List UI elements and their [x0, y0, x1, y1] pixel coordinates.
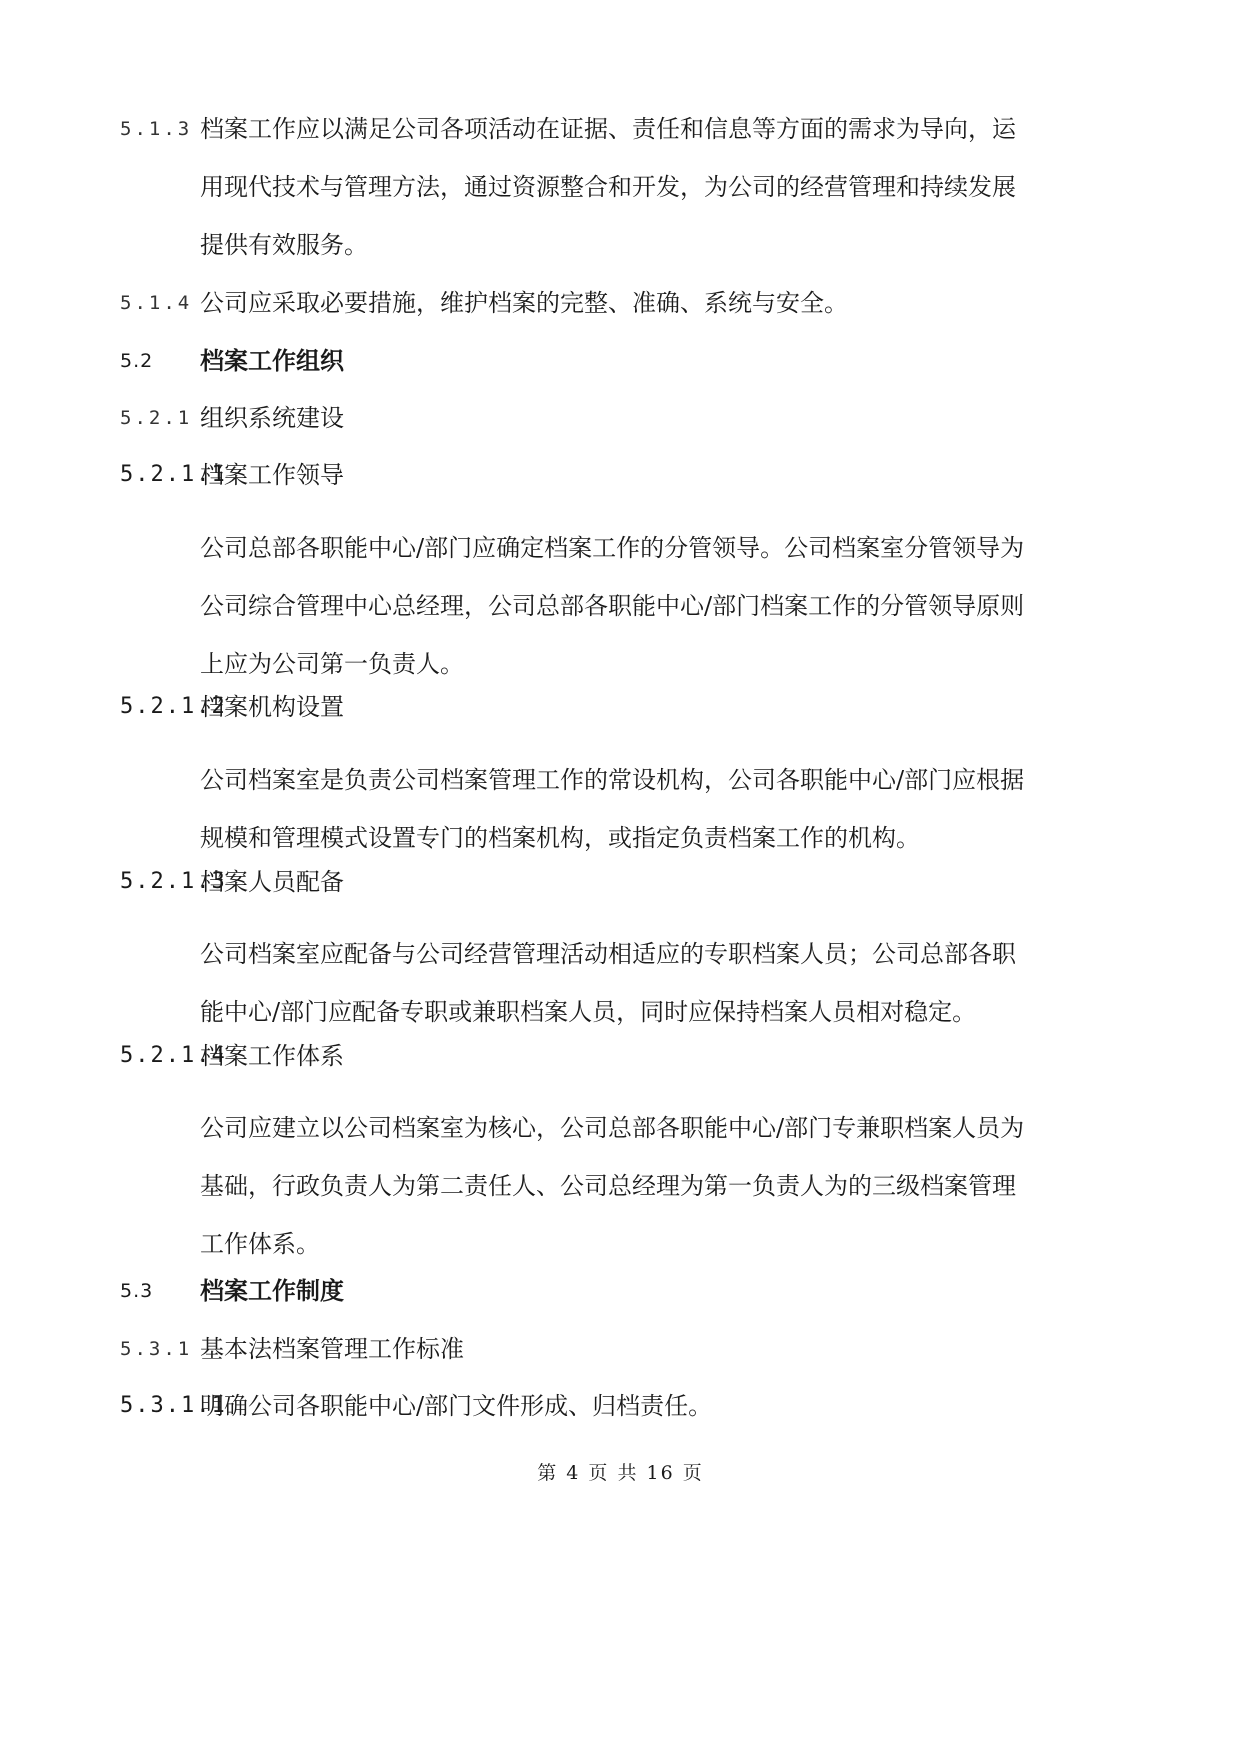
clause-text-line: 档案工作应以满足公司各项活动在证据、责任和信息等方面的需求为导向，运	[200, 115, 1016, 143]
clause-text-line: 工作体系。	[200, 1230, 320, 1258]
clause-number: 5.1.4	[120, 292, 193, 314]
clause-text-line: 公司应采取必要措施，维护档案的完整、准确、系统与安全。	[200, 289, 848, 317]
clause-number: 5.2.1.4	[120, 1043, 227, 1068]
clause-title: 档案机构设置	[200, 693, 344, 721]
clause-number: 5.2.1.1	[120, 462, 227, 487]
clause-text-line: 公司档案室应配备与公司经营管理活动相适应的专职档案人员；公司总部各职	[200, 940, 1016, 968]
clause-number: 5.2.1	[120, 407, 193, 429]
clause-text-line: 公司总部各职能中心/部门应确定档案工作的分管领导。公司档案室分管领导为	[200, 534, 1025, 562]
clause-number: 5.2.1.2	[120, 694, 227, 719]
clause-text-line: 用现代技术与管理方法，通过资源整合和开发，为公司的经营管理和持续发展	[200, 173, 1016, 201]
section-number: 5.3	[120, 1280, 154, 1302]
clause-number: 5.3.1	[120, 1338, 193, 1360]
page-footer: 第 4 页 共 16 页	[537, 1462, 704, 1484]
clause-title: 明确公司各职能中心/部门文件形成、归档责任。	[200, 1392, 713, 1420]
clause-text-line: 能中心/部门应配备专职或兼职档案人员，同时应保持档案人员相对稳定。	[200, 998, 977, 1026]
clause-text-line: 规模和管理模式设置专门的档案机构，或指定负责档案工作的机构。	[200, 824, 920, 852]
clause-title: 档案工作领导	[200, 461, 344, 489]
clause-title: 组织系统建设	[200, 404, 344, 432]
clause-text-line: 上应为公司第一负责人。	[200, 650, 464, 678]
clause-text-line: 基础，行政负责人为第二责任人、公司总经理为第一负责人为的三级档案管理	[200, 1172, 1016, 1200]
clause-title: 档案人员配备	[200, 868, 344, 896]
clause-number: 5.2.1.3	[120, 869, 227, 894]
section-title: 档案工作制度	[200, 1277, 344, 1305]
clause-number: 5.3.1.1	[120, 1393, 227, 1418]
clause-text-line: 公司应建立以公司档案室为核心，公司总部各职能中心/部门专兼职档案人员为	[200, 1114, 1025, 1142]
clause-text-line: 提供有效服务。	[200, 231, 368, 259]
clause-number: 5.1.3	[120, 118, 193, 140]
section-number: 5.2	[120, 350, 154, 372]
clause-text-line: 公司综合管理中心总经理，公司总部各职能中心/部门档案工作的分管领导原则	[200, 592, 1025, 620]
section-title: 档案工作组织	[200, 347, 344, 375]
clause-title: 基本法档案管理工作标准	[200, 1335, 464, 1363]
clause-title: 档案工作体系	[200, 1042, 344, 1070]
clause-text-line: 公司档案室是负责公司档案管理工作的常设机构，公司各职能中心/部门应根据	[200, 766, 1025, 794]
